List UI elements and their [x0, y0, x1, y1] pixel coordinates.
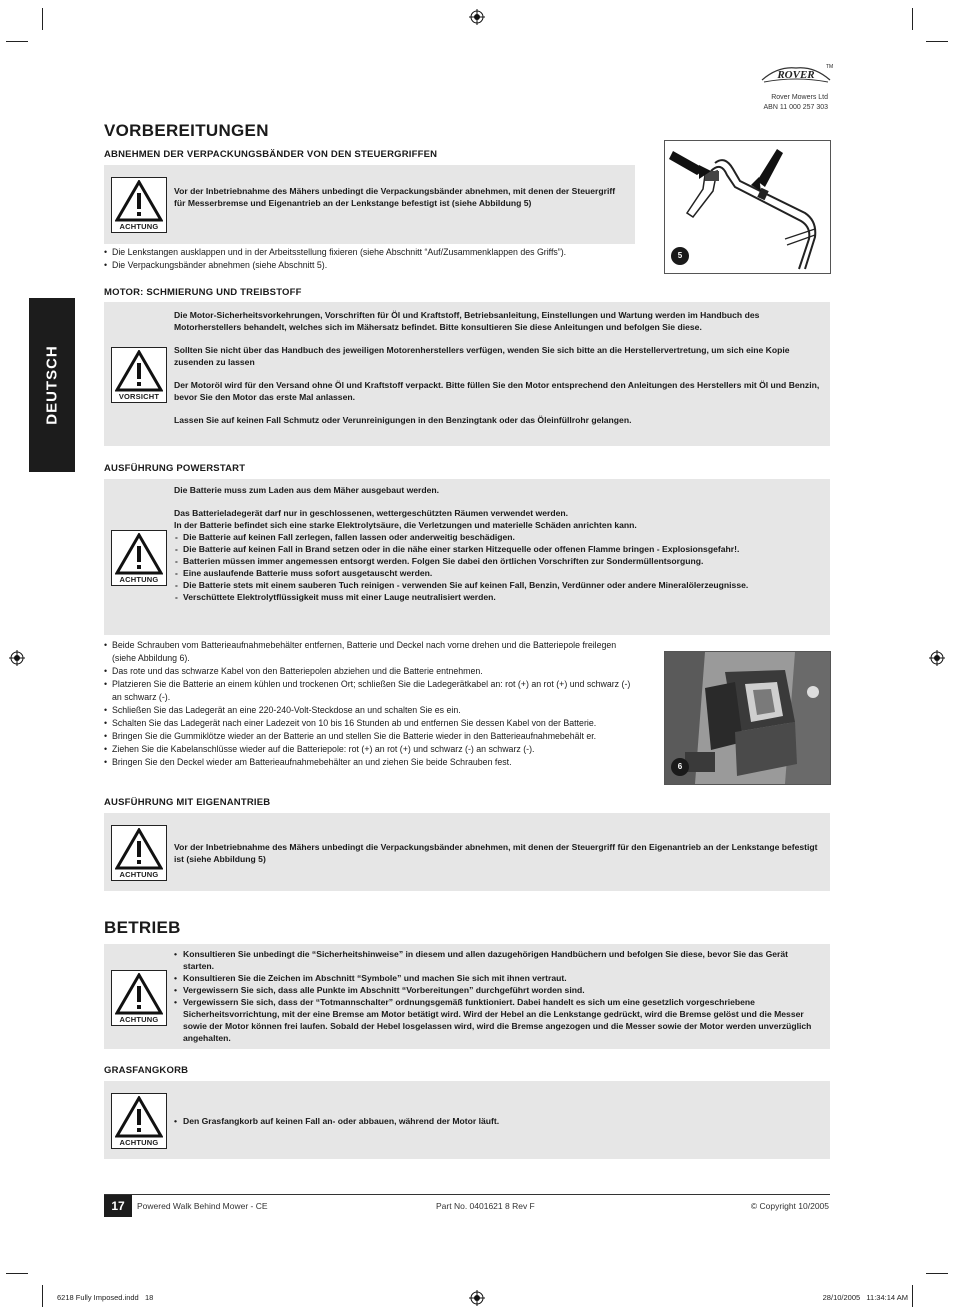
- figure-number: 6: [671, 758, 689, 776]
- warning-box-betrieb: [104, 944, 830, 1049]
- company-name: Rover Mowers Ltd: [771, 94, 828, 101]
- crop-mark: [912, 1285, 913, 1307]
- list-item: • Das rote und das schwarze Kabel von den Batteriepolen abziehen und die Batterie entnehmen.: [104, 665, 639, 678]
- list-item: • Vergewissern Sie sich, dass alle Punkte im Abschnitt “Vorbereitungen” durchgeführt worden sind.: [174, 984, 820, 996]
- language-tab-label: DEUTSCH: [43, 345, 61, 425]
- battery-photo-icon: [665, 652, 830, 784]
- warning-triangle-icon: [115, 180, 163, 222]
- warning-sign: [111, 347, 167, 403]
- warning-text: [174, 1115, 820, 1127]
- warning-box-motor: [104, 302, 830, 446]
- warning-label: ACHTUNG: [119, 870, 159, 879]
- figure-5-handle: [664, 140, 831, 274]
- warning-triangle-icon: [115, 973, 163, 1015]
- page-number: 17: [104, 1195, 132, 1217]
- warning-text: Vor der Inbetriebnahme des Mähers unbedingt die Verpackungsbänder abnehmen, mit denen der Steuergriff für den Eigenantrieb an der Lenkstange befestigt ist (siehe Abbildung 5): [174, 842, 818, 864]
- list-item: • Schalten Sie das Ladegerät nach einer Ladezeit von 10 bis 16 Stunden ab und entfernen Sie dessen Kabel von der Batterie.: [104, 717, 639, 730]
- warning-triangle-icon: [115, 1096, 163, 1138]
- rover-logo-icon: [760, 62, 832, 86]
- warning-label: VORSICHT: [118, 392, 160, 401]
- section-title-betrieb: BETRIEB: [104, 918, 181, 937]
- subsection-title-verpackung: ABNEHMEN DER VERPACKUNGSBÄNDER VON DEN STEUERGRIFFEN: [104, 149, 438, 160]
- warning-triangle-icon: [115, 533, 163, 575]
- registration-mark-icon: [9, 650, 25, 666]
- paragraph: In der Batterie befindet sich eine starke Elektrolytsäure, die Verletzungen und materielle Schäden anrichten kann.: [174, 520, 637, 530]
- paragraph: Der Motoröl wird für den Versand ohne Öl und Kraftstoff verpackt. Bitte füllen Sie den Motor entsprechend den Anleitungen des Herstellers mit Öl und Benzin, bevor Sie den Motor das erste Mal anlassen.: [174, 380, 820, 402]
- warning-text: [174, 948, 820, 1044]
- list-item: - Die Batterie auf keinen Fall zerlegen, fallen lassen oder anderweitig beschädigen.: [174, 531, 820, 543]
- list-item: • Bringen Sie die Gummiklötze wieder an der Batterie an und stellen Sie die Batterie wieder in den Batterieaufnahmebehält er.: [104, 730, 639, 743]
- handle-illustration-icon: [665, 141, 830, 273]
- section-title-vorbereitungen: VORBEREITUNGEN: [104, 121, 269, 140]
- warning-box-powerstart: [104, 479, 830, 635]
- crop-mark: [926, 1273, 948, 1274]
- warning-box-eigenantrieb: [104, 813, 830, 891]
- crop-mark: [42, 8, 43, 30]
- subsection-title-motor: MOTOR: SCHMIERUNG UND TREIBSTOFF: [104, 287, 302, 298]
- crop-mark: [6, 1273, 28, 1274]
- paragraph: Sollten Sie nicht über das Handbuch des jeweiligen Motorenherstellers verfügen, wenden Sie sich bitte an die Herstellervertretung, um sich eine Kopie zusenden zu lassen: [174, 345, 790, 367]
- paragraph: Die Batterie muss zum Laden aus dem Mäher ausgebaut werden.: [174, 485, 440, 495]
- list-item: - Die Batterie auf keinen Fall in Brand setzen oder in die nähe einer starken Hitzequelle oder offenen Flamme bringen - Explosionsgefahr!.: [174, 543, 820, 555]
- list-item: • Die Lenkstangen ausklappen und in der Arbeitsstellung fixieren (siehe Abschnitt “Auf/Zusammenklappen des Griffs”).: [104, 246, 644, 259]
- slug-date: 28/10/2005 11:34:14 AM: [822, 1293, 908, 1302]
- list-item: • Schließen Sie das Ladegerät an eine 220-240-Volt-Steckdose an und schalten Sie es ein.: [104, 704, 639, 717]
- warning-sign: [111, 1093, 167, 1149]
- registration-mark-icon: [469, 9, 485, 25]
- warning-sign: [111, 177, 167, 233]
- list-item: - Batterien müssen immer angemessen entsorgt werden. Folgen Sie dabei den örtlichen Vorschriften zur Sondermüllentsorgung.: [174, 555, 820, 567]
- warning-box-verpackung: [104, 165, 635, 244]
- subsection-title-grasfangkorb: GRASFANGKORB: [104, 1065, 189, 1076]
- list-item: - Eine auslaufende Batterie muss sofort ausgetauscht werden.: [174, 567, 820, 579]
- crop-mark: [912, 8, 913, 30]
- list-item: - Verschüttete Elektrolytflüssigkeit muss mit einer Lauge neutralisiert werden.: [174, 591, 820, 603]
- bullet-list: [174, 1115, 820, 1127]
- list-item: • Konsultieren Sie unbedingt die “Sicherheitshinweise” in diesem und allen dazugehörigen Handbüchern und befolgen Sie diese, bevor Sie das Gerät starten.: [174, 948, 820, 972]
- paragraph: Lassen Sie auf keinen Fall Schmutz oder Verunreinigungen in den Benzingtank oder das Öleinfüllrohr gelangen.: [174, 415, 632, 425]
- bullet-list-verpackung: [104, 246, 644, 272]
- list-item: - Die Batterie stets mit einem sauberen Tuch reinigen - verwenden Sie auf keinen Fall, Benzin, Verdünner oder andere Mineralölerzeugnisse.: [174, 579, 820, 591]
- paragraph: Das Batterieladegerät darf nur in geschlossenen, wettergeschützten Räumen verwendet werden.: [174, 508, 568, 518]
- registration-mark-icon: [469, 1290, 485, 1306]
- warning-text: [174, 309, 820, 426]
- registration-mark-icon: [929, 650, 945, 666]
- footer-divider: [104, 1194, 830, 1195]
- list-item: • Konsultieren Sie die Zeichen im Abschnitt “Symbole” und machen Sie sich mit ihnen vertraut.: [174, 972, 820, 984]
- warning-triangle-icon: [115, 350, 163, 392]
- warning-sign: [111, 970, 167, 1026]
- warning-sign: [111, 530, 167, 586]
- list-item: • Den Grasfangkorb auf keinen Fall an- oder abbauen, während der Motor läuft.: [174, 1115, 820, 1127]
- subsection-title-eigenantrieb: AUSFÜHRUNG MIT EIGENANTRIEB: [104, 797, 271, 808]
- bullet-list-powerstart: [104, 639, 639, 769]
- warning-box-grasfangkorb: [104, 1081, 830, 1159]
- footer-copyright: © Copyright 10/2005: [750, 1201, 829, 1211]
- paragraph: Die Motor-Sicherheitsvorkehrungen, Vorschriften für Öl und Kraftstoff, Betriebsanleitung, Einstellungen und Wartung werden im Handbuch des Motorherstellers behandelt, welches sich im Mähersatz befindet. Bitte konsultieren Sie diese Anleitungen und befolgen Sie diese.: [174, 310, 760, 332]
- list-item: • Die Verpackungsbänder abnehmen (siehe Abschnitt 5).: [104, 259, 644, 272]
- crop-mark: [926, 41, 948, 42]
- list-item: • Platzieren Sie die Batterie an einem kühlen und trockenen Ort; schließen Sie die Ladegerätkabel an: rot (+) an rot (+) und schwarz (-) an schwarz (-).: [104, 678, 639, 704]
- footer-product: Powered Walk Behind Mower - CE: [137, 1201, 268, 1211]
- list-item: • Vergewissern Sie sich, dass der “Totmannschalter” ordnungsgemäß funktioniert. Dabei handelt es sich um eine gesetzlich vorgeschriebene Sicherheitsvorrichtung, mit der eine Bremse am Motor betätigt wird. Wird der Hebel an die Lenkstange gedrückt, wird die Bremse gelöst und die Messer sowie der Motor können frei laufen. Sobald der Hebel losgelassen wird, wird die Bremse angezogen und die Messer sowie der Motor werden unverzüglich angehalten.: [174, 996, 820, 1044]
- company-info: [764, 93, 828, 113]
- warning-label: ACHTUNG: [119, 1015, 159, 1024]
- logo-brand: ROVER: [777, 69, 815, 81]
- figure-number: 5: [671, 247, 689, 265]
- logo-trademark: TM: [826, 64, 834, 70]
- warning-label: ACHTUNG: [119, 575, 159, 584]
- list-item: • Ziehen Sie die Kabelanschlüsse wieder auf die Batteriepole: rot (+) an rot (+) und schwarz (-) an schwarz (-).: [104, 743, 639, 756]
- dash-list: [174, 531, 820, 603]
- list-item: • Bringen Sie den Deckel wieder am Batterieaufnahmebehälter an und ziehen Sie beide Schrauben fest.: [104, 756, 639, 769]
- warning-text: [174, 484, 820, 603]
- language-tab: [29, 298, 75, 472]
- subsection-title-powerstart: AUSFÜHRUNG POWERSTART: [104, 463, 246, 474]
- warning-label: ACHTUNG: [119, 1138, 159, 1147]
- warning-triangle-icon: [115, 828, 163, 870]
- warning-label: ACHTUNG: [119, 222, 159, 231]
- footer-part-number: Part No. 0401621 8 Rev F: [436, 1201, 535, 1211]
- warning-text: Vor der Inbetriebnahme des Mähers unbedingt die Verpackungsbänder abnehmen, mit denen der Steuergriff für Messerbremse und Eigenantrieb an der Lenkstange befestigt ist (siehe Abbildung 5): [174, 186, 616, 208]
- list-item: • Beide Schrauben vom Batterieaufnahmebehälter entfernen, Batterie und Deckel nach vorne drehen und die Batteriepole freilegen (siehe Abbildung 6).: [104, 639, 639, 665]
- company-abn: ABN 11 000 257 303: [763, 104, 828, 111]
- crop-mark: [6, 41, 28, 42]
- slug-file: 6218 Fully Imposed.indd 18: [57, 1293, 154, 1302]
- crop-mark: [42, 1285, 43, 1307]
- figure-6-battery: [664, 651, 831, 785]
- bullet-list: [174, 948, 820, 1044]
- warning-sign: [111, 825, 167, 881]
